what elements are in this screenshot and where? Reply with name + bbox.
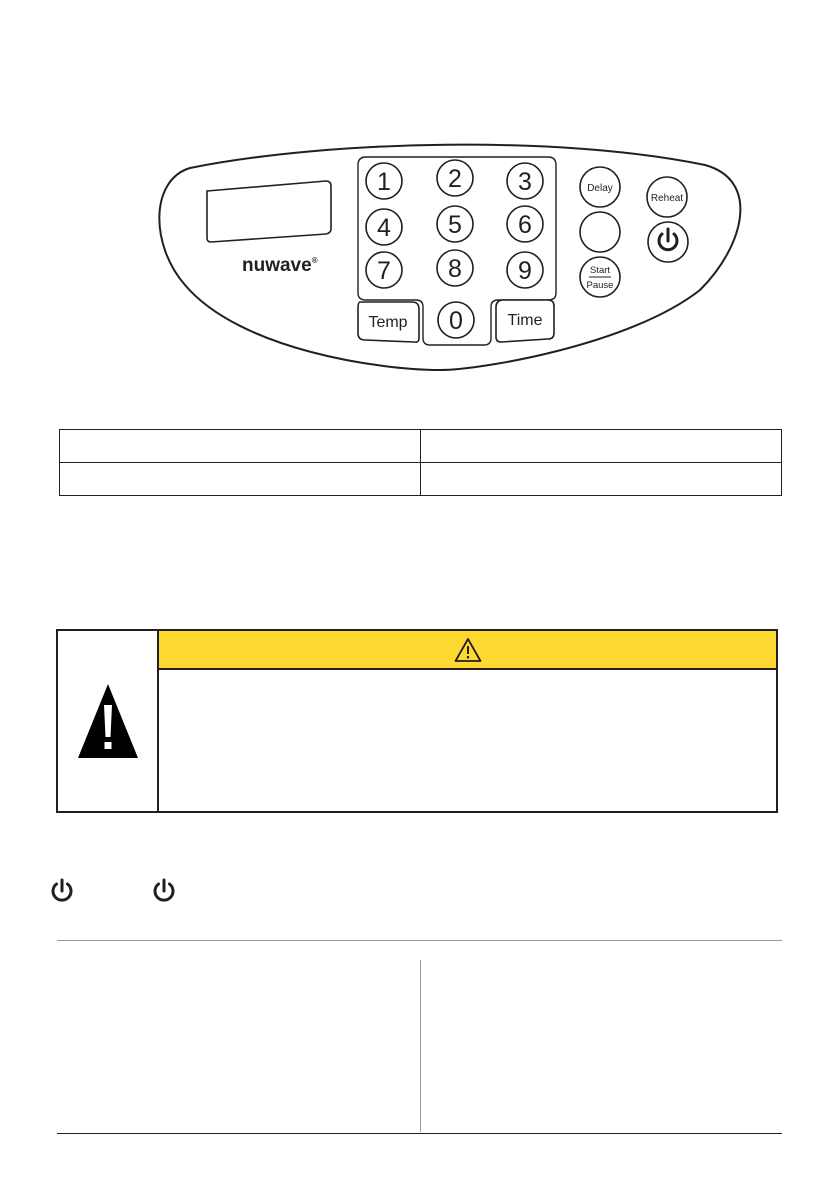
keypad-button[interactable] bbox=[437, 160, 473, 196]
delay-button[interactable] bbox=[580, 167, 620, 207]
pause-label: Pause bbox=[586, 280, 614, 291]
table-cell bbox=[421, 463, 782, 496]
keypad-button[interactable] bbox=[366, 163, 402, 199]
warning-header bbox=[159, 631, 776, 670]
power-icon bbox=[50, 878, 74, 904]
table-cell bbox=[60, 430, 421, 463]
keypad-button[interactable] bbox=[507, 252, 543, 288]
reheat-button[interactable] bbox=[647, 177, 687, 217]
warning-box bbox=[56, 629, 778, 813]
table-row bbox=[60, 430, 782, 463]
info-table bbox=[59, 429, 782, 496]
keypad-button[interactable] bbox=[366, 209, 402, 245]
keypad-button-label: 3 bbox=[518, 168, 532, 196]
keypad-button-label: 7 bbox=[377, 257, 391, 285]
warning-body bbox=[159, 670, 776, 811]
table-row bbox=[60, 463, 782, 496]
power-icon-line bbox=[50, 878, 176, 904]
keypad-button[interactable] bbox=[437, 250, 473, 286]
keypad-button[interactable] bbox=[366, 252, 402, 288]
footer-rule bbox=[57, 1133, 782, 1134]
time-button[interactable] bbox=[496, 300, 554, 342]
lcd-display bbox=[207, 181, 331, 242]
section-divider bbox=[57, 940, 782, 941]
keypad-button[interactable] bbox=[507, 163, 543, 199]
keypad-button-label: 5 bbox=[448, 211, 462, 239]
keypad-button-label: 1 bbox=[377, 168, 391, 196]
keypad-button-label: 8 bbox=[448, 255, 462, 283]
power-button[interactable] bbox=[648, 222, 688, 262]
start-label: Start bbox=[589, 265, 611, 276]
temp-button[interactable] bbox=[358, 302, 419, 342]
keypad-button-label: 6 bbox=[518, 211, 532, 239]
keypad-button-label: 9 bbox=[518, 257, 532, 285]
keypad-button-label: 4 bbox=[377, 214, 391, 242]
start-pause-button[interactable] bbox=[580, 257, 620, 297]
table-cell bbox=[421, 430, 782, 463]
delay-button-label: Delay bbox=[587, 183, 613, 194]
keypad-button[interactable] bbox=[438, 302, 474, 338]
keypad-button-label: 0 bbox=[449, 307, 463, 335]
reheat-button-label: Reheat bbox=[650, 193, 684, 204]
keypad-button-label: 2 bbox=[448, 165, 462, 193]
temp-button-label: Temp bbox=[368, 314, 408, 331]
column-divider bbox=[420, 960, 421, 1132]
warning-icon-cell bbox=[58, 631, 159, 811]
warning-exclamation-icon bbox=[75, 681, 141, 761]
warning-triangle-icon bbox=[454, 637, 482, 663]
time-button-label: Time bbox=[507, 312, 543, 329]
power-icon bbox=[152, 878, 176, 904]
blank-button[interactable] bbox=[580, 212, 620, 252]
brand-logo: nuwave® bbox=[242, 255, 318, 276]
keypad-button[interactable] bbox=[507, 206, 543, 242]
control-panel-illustration bbox=[0, 0, 840, 420]
table-cell bbox=[60, 463, 421, 496]
keypad-button[interactable] bbox=[437, 206, 473, 242]
